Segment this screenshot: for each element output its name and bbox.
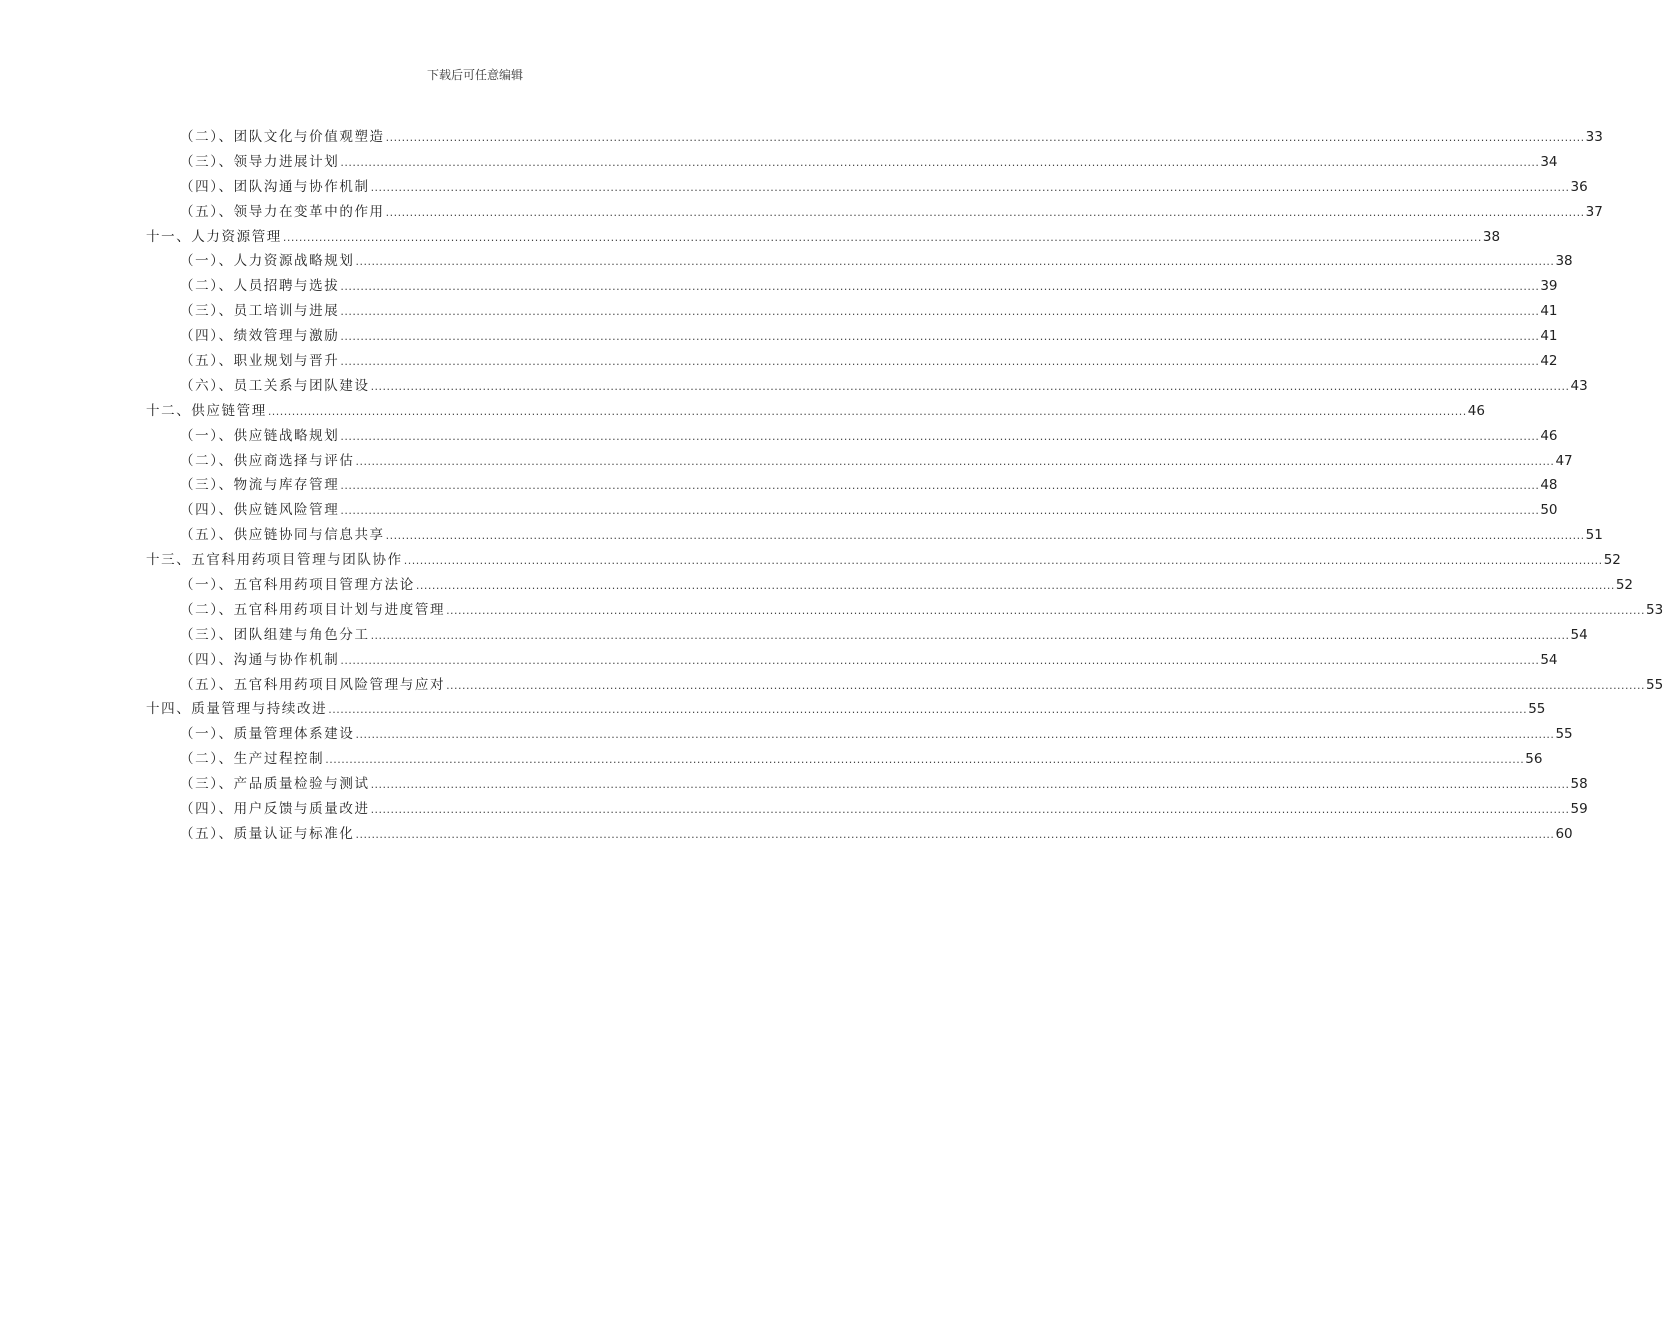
toc-page-number: 55: [1528, 701, 1546, 718]
toc-section-entry[interactable]: [0, 772, 1588, 797]
toc-page-number: 38: [1555, 253, 1573, 270]
toc-section-entry[interactable]: [0, 648, 1558, 673]
toc-dot-leader: ............................................................................................................................................................................................................................................................................................................: [446, 678, 1646, 692]
toc-page-number: 55: [1646, 676, 1663, 693]
toc-page-number: 46: [1540, 427, 1558, 444]
toc-page-number: 60: [1555, 825, 1573, 842]
toc-dot-leader: ............................................................................................................................................................................................................................................................................................................: [370, 778, 1570, 792]
toc-entry-title: （三）、团队组建与角色分工: [180, 626, 370, 643]
toc-entry-title: （二）、人员招聘与选拔: [180, 278, 340, 295]
toc-dot-leader: ............................................................................................................................................................................................................................................................................................................: [370, 803, 1570, 817]
toc-dot-leader: ............................................................................................................................................................................................................................................................................................................: [355, 255, 1555, 269]
toc-entry-title: （一）、五官科用药项目管理方法论: [180, 577, 415, 594]
toc-chapter-entry[interactable]: [0, 225, 1501, 250]
toc-page-number: 41: [1540, 328, 1558, 345]
toc-section-entry[interactable]: [0, 150, 1558, 175]
toc-chapter-entry[interactable]: [0, 399, 1485, 424]
toc-entry-title: （四）、用户反馈与质量改进: [180, 801, 370, 818]
toc-section-entry[interactable]: [0, 822, 1573, 847]
toc-section-entry[interactable]: [0, 573, 1634, 598]
toc-dot-leader: ............................................................................................................................................................................................................................................................................................................: [267, 404, 1467, 418]
toc-section-entry[interactable]: [0, 125, 1603, 150]
toc-entry-title: 十一、人力资源管理: [146, 228, 282, 245]
toc-entry-title: （一）、人力资源战略规划: [180, 253, 355, 270]
toc-page-number: 46: [1467, 402, 1485, 419]
toc-entry-title: （一）、供应链战略规划: [180, 427, 340, 444]
toc-dot-leader: ............................................................................................................................................................................................................................................................................................................: [385, 131, 1585, 144]
toc-dot-leader: ............................................................................................................................................................................................................................................................................................................: [340, 479, 1540, 493]
toc-dot-leader: ............................................................................................................................................................................................................................................................................................................: [328, 703, 1528, 717]
toc-dot-leader: ............................................................................................................................................................................................................................................................................................................: [340, 280, 1540, 294]
toc-dot-leader: ............................................................................................................................................................................................................................................................................................................: [340, 504, 1540, 518]
toc-entry-title: 十二、供应链管理: [146, 402, 267, 419]
toc-dot-leader: ............................................................................................................................................................................................................................................................................................................: [370, 180, 1570, 194]
toc-section-entry[interactable]: [0, 424, 1558, 449]
toc-entry-title: （四）、沟通与协作机制: [180, 651, 340, 668]
toc-entry-title: （二）、供应商选择与评估: [180, 452, 355, 469]
toc-page-number: 50: [1540, 502, 1558, 519]
toc-entry-title: （五）、五官科用药项目风险管理与应对: [180, 676, 446, 693]
toc-page-number: 39: [1540, 278, 1558, 295]
toc-dot-leader: ............................................................................................................................................................................................................................................................................................................: [340, 155, 1540, 169]
toc-section-entry[interactable]: [0, 249, 1573, 274]
table-of-contents: [0, 125, 1663, 847]
toc-dot-leader: ............................................................................................................................................................................................................................................................................................................: [355, 728, 1555, 742]
toc-page-number: 33: [1585, 129, 1603, 145]
toc-dot-leader: ............................................................................................................................................................................................................................................................................................................: [370, 628, 1570, 642]
toc-entry-title: （二）、团队文化与价值观塑造: [180, 129, 385, 145]
toc-entry-title: （五）、供应链协同与信息共享: [180, 527, 385, 544]
page-header: 下载后可任意编辑: [426, 68, 523, 82]
toc-dot-leader: ............................................................................................................................................................................................................................................................................................................: [415, 579, 1615, 593]
toc-section-entry[interactable]: [0, 299, 1558, 324]
toc-page-number: 43: [1570, 377, 1588, 394]
toc-entry-title: （五）、领导力在变革中的作用: [180, 203, 385, 220]
toc-page-number: 52: [1603, 552, 1621, 569]
toc-page-number: 59: [1570, 801, 1588, 818]
toc-dot-leader: ............................................................................................................................................................................................................................................................................................................: [446, 603, 1646, 617]
toc-page-number: 38: [1482, 228, 1501, 245]
toc-page-number: 47: [1555, 452, 1573, 469]
toc-section-entry[interactable]: [0, 349, 1558, 374]
toc-page-number: 54: [1570, 626, 1588, 643]
toc-section-entry[interactable]: [0, 598, 1663, 623]
toc-page-number: 54: [1540, 651, 1558, 668]
toc-section-entry[interactable]: [0, 523, 1603, 548]
toc-section-entry[interactable]: [0, 747, 1543, 772]
toc-entry-title: （五）、职业规划与晋升: [180, 353, 340, 370]
toc-section-entry[interactable]: [0, 498, 1558, 523]
toc-page-number: 52: [1615, 577, 1634, 594]
toc-dot-leader: ............................................................................................................................................................................................................................................................................................................: [340, 330, 1540, 344]
toc-page-number: 48: [1540, 477, 1558, 494]
toc-chapter-entry[interactable]: [0, 697, 1546, 722]
toc-entry-title: （二）、五官科用药项目计划与进度管理: [180, 601, 446, 618]
toc-page-number: 37: [1585, 203, 1603, 220]
toc-dot-leader: ............................................................................................................................................................................................................................................................................................................: [355, 454, 1555, 468]
toc-dot-leader: ............................................................................................................................................................................................................................................................................................................: [385, 529, 1585, 543]
toc-section-entry[interactable]: [0, 449, 1573, 474]
toc-entry-title: （四）、供应链风险管理: [180, 502, 340, 519]
toc-entry-title: 十四、质量管理与持续改进: [146, 701, 328, 718]
toc-section-entry[interactable]: [0, 274, 1558, 299]
toc-section-entry[interactable]: [0, 473, 1558, 498]
toc-page-number: 42: [1540, 353, 1558, 370]
toc-dot-leader: ............................................................................................................................................................................................................................................................................................................: [282, 230, 1482, 244]
toc-section-entry[interactable]: [0, 175, 1588, 200]
toc-section-entry[interactable]: [0, 374, 1588, 399]
toc-page-number: 34: [1540, 153, 1558, 170]
toc-section-entry[interactable]: [0, 722, 1573, 747]
toc-dot-leader: ............................................................................................................................................................................................................................................................................................................: [370, 379, 1570, 393]
toc-entry-title: （三）、物流与库存管理: [180, 477, 340, 494]
toc-page-number: 36: [1570, 178, 1588, 195]
toc-entry-title: 十三、五官科用药项目管理与团队协作: [146, 552, 403, 569]
toc-dot-leader: ............................................................................................................................................................................................................................................................................................................: [340, 653, 1540, 667]
toc-chapter-entry[interactable]: [0, 548, 1621, 573]
toc-entry-title: （一）、质量管理体系建设: [180, 726, 355, 743]
toc-page-number: 41: [1540, 303, 1558, 320]
toc-section-entry[interactable]: [0, 797, 1588, 822]
toc-dot-leader: ............................................................................................................................................................................................................................................................................................................: [340, 429, 1540, 443]
toc-entry-title: （三）、产品质量检验与测试: [180, 776, 370, 793]
toc-dot-leader: ............................................................................................................................................................................................................................................................................................................: [385, 205, 1585, 219]
toc-page-number: 56: [1525, 751, 1543, 768]
toc-dot-leader: ............................................................................................................................................................................................................................................................................................................: [340, 305, 1540, 319]
toc-section-entry[interactable]: [0, 623, 1588, 648]
toc-section-entry[interactable]: [0, 200, 1603, 225]
toc-page-number: 53: [1646, 601, 1663, 618]
toc-page-number: 51: [1585, 527, 1603, 544]
toc-dot-leader: ............................................................................................................................................................................................................................................................................................................: [355, 827, 1555, 841]
toc-section-entry[interactable]: [0, 673, 1663, 698]
toc-entry-title: （三）、员工培训与进展: [180, 303, 340, 320]
toc-section-entry[interactable]: [0, 324, 1558, 349]
toc-entry-title: （五）、质量认证与标准化: [180, 825, 355, 842]
toc-dot-leader: ............................................................................................................................................................................................................................................................................................................: [403, 554, 1603, 568]
toc-entry-title: （二）、生产过程控制: [180, 751, 325, 768]
toc-entry-title: （四）、绩效管理与激励: [180, 328, 340, 345]
toc-entry-title: （四）、团队沟通与协作机制: [180, 178, 370, 195]
toc-dot-leader: ............................................................................................................................................................................................................................................................................................................: [340, 355, 1540, 369]
toc-page-number: 55: [1555, 726, 1573, 743]
toc-dot-leader: ............................................................................................................................................................................................................................................................................................................: [325, 753, 1525, 767]
toc-entry-title: （六）、员工关系与团队建设: [180, 377, 370, 394]
toc-page-number: 58: [1570, 776, 1588, 793]
toc-entry-title: （三）、领导力进展计划: [180, 153, 340, 170]
